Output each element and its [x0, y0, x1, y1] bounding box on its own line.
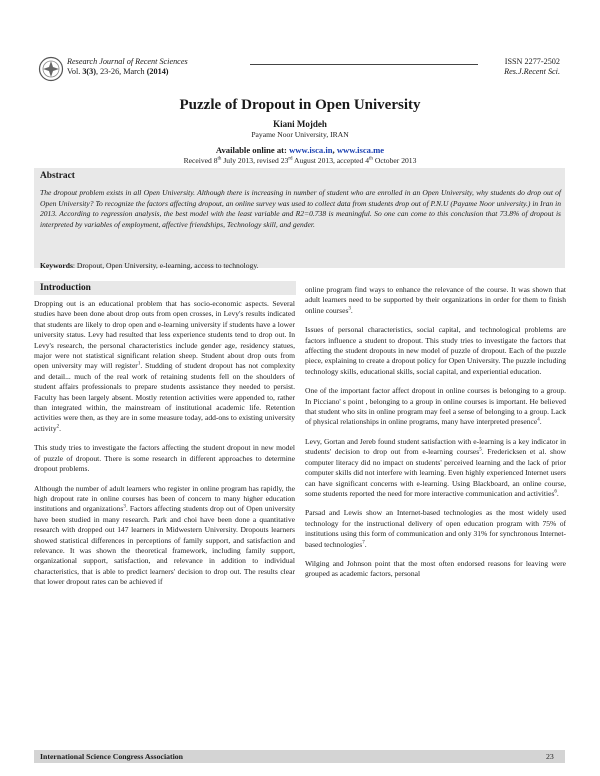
- ref-3b: 3: [348, 306, 351, 312]
- issn: ISSN 2277-2502: [504, 57, 560, 66]
- intro-paragraph-3: [34, 484, 295, 588]
- p3-text-a: Although the number of adult learners who register in online program has rapidly, the high dropout rate in online courses has been of concern to many higher education institutions and organizations: [34, 483, 295, 514]
- ref-1: 1: [137, 361, 141, 367]
- received-a-sup: th: [217, 156, 222, 162]
- r1-text-a: online program find ways to enhance the relevance of the course. It was shown that adult learners need to be supported by their organizations in order for them to finish online courses: [305, 285, 566, 315]
- isca-in-link[interactable]: www.isca.in: [289, 145, 333, 155]
- intro-paragraph-5: Issues of personal characteristics, social capital, and technological problems are factors influence a student to dropout. This study tries to investigate the factors that affecting the student dropouts in new model of puzzle of dropout. Each of the puzzle piece, explaining to create a dropout policy for Open University. The puzzle including technology skills, educational skills, social capital, and experiential education.: [305, 325, 566, 376]
- vol-number: 3(3): [82, 67, 96, 76]
- ref-6: 6: [554, 489, 557, 495]
- p1-text-a: Dropping out is an educational problem that has socio-economic aspects. Several studies have been done about drop outs from open crosses, in Levy's results indicated that students are likely to drop open and e-learning university if students have a lower university status. Levy had resulted that less experience students tend to drop out. In Levy's research, the personal characteristics include gender age, residency statues, major were not statistical significant relation sheep. Student about drop outs from open university may will register: [34, 299, 295, 371]
- abstract-heading: Abstract: [40, 171, 75, 181]
- ref-4: 4: [537, 417, 540, 423]
- intro-paragraph-9: Wilging and Johnson point that the most often endorsed reasons for leaving were grouped as academic factors, personal: [305, 558, 566, 579]
- ref-5: 5: [479, 447, 482, 453]
- intro-paragraph-1: [34, 299, 295, 434]
- year: (2014): [146, 67, 169, 76]
- keywords-line: [40, 261, 259, 270]
- received-c-sup: th: [369, 156, 373, 162]
- r3-text-a: One of the important factor affect dropout in online courses is belonging to a group. In Picciano' s point , belonging to a group in online courses is important. He believed that student who sits in online program may feel a sense of belonging to a group. Lack of physical relationships in online programs, many have interpreted presence: [305, 386, 566, 427]
- r4-text-c: .: [556, 488, 559, 498]
- p1-text-b: . Studding of student dropout has not complexity and detail... much of the real work of retaining students fell on the shoulders of student affairs professionals to prepare students assistance they needed to persist. Faculty has been largely absent. Mostly retention activities were appended to, rather than integrated within, the mainstream of institutional academic life. Retention activities were then, as they are in some measure today, add-ons to existing university activity: [34, 361, 296, 433]
- abstract-text: The dropout problem exists in all Open University. Although there is increasing in number of student who are enrolled in an Open University, why students do drop out of Open University? To recognize the factors affecting dropout, an online survey was used to collect data from students drop out of P.N.U (Payame Noor university.) in Iran in 2013. According to regression analysis, the best model with the least variable and R2=0.738 is meaningful. So one can come to this conclusion that 73.8% of dropout is interpreted by variables of employment, affective friendships, Technology skill, and gender.: [40, 188, 561, 229]
- volume-line: [67, 67, 188, 77]
- r5-text-a: Parsad and Lewis show an Internet-based technologies as the most widely used technology for the instructional delivery of open education program with 75% of institutions using this form of communication and only 31% for synchronous Internet-based technologies: [305, 508, 566, 549]
- available-online: [0, 145, 600, 155]
- introduction-heading: Introduction: [40, 283, 91, 293]
- r3-text-b: .: [539, 417, 542, 427]
- ref-7: 7: [362, 540, 365, 546]
- p1-text-c: .: [59, 423, 62, 433]
- pages-date: , 23-26, March: [95, 67, 147, 76]
- intro-paragraph-4: [305, 285, 566, 316]
- ref-3: 3: [123, 504, 126, 510]
- r4-text-a: Levy, Gortan and Jereb found student satisfaction with e-learning is a key indicator in students' decision to drop out from e-learning courses: [305, 436, 566, 457]
- received-b: July 2013, revised 23: [221, 156, 289, 165]
- ref-2: 2: [56, 424, 60, 430]
- received-b-sup: rd: [288, 156, 293, 162]
- journal-name: Research Journal of Recent Sciences: [67, 57, 188, 66]
- received-a: Received 8: [183, 156, 218, 165]
- p3-text-b: . Factors affecting students drop out of Open university have been studied in many research. Park and choi have been done a quantitative research with dropped out 147 learners in Midwestern University. Dropouts learners showed statistical differences in perceptions of family support, and satisfaction and relevance. It was shown the theoretical framework, including family support, organizational support, satisfaction, and relevance in addition to individual characteristics, that is able to predict learners' decision to drop out. The results clear that lower dropout rates can be achieved if: [34, 504, 295, 587]
- right-column: [305, 285, 566, 589]
- r1-text-b: .: [350, 305, 353, 315]
- footer-organization: International Science Congress Association: [40, 752, 184, 761]
- affiliation: Payame Noor University, IRAN: [251, 130, 349, 139]
- received-dates: [0, 156, 600, 165]
- keywords-text: : Dropout, Open University, e-learning, access to technology.: [72, 261, 259, 270]
- available-sep: ,: [332, 145, 337, 155]
- journal-abbrev: Res.J.Recent Sci.: [504, 67, 560, 76]
- page-number: 23: [546, 752, 554, 761]
- received-d: October 2013: [372, 156, 417, 165]
- intro-paragraph-8: [305, 508, 566, 550]
- journal-info: [67, 57, 188, 77]
- r4-text-b: . Fredericksen et al. show computer literacy did no impact on students' perceived learning and the lack of prior computer skills did not interfere with learning. Even highly experienced Internet users can have significant concerns with e-learning. Using Blackboard, an online course, some students reported the need for more interactive communication and activities: [305, 447, 566, 498]
- isca-me-link[interactable]: www.isca.me: [336, 145, 385, 155]
- r5-text-b: .: [364, 539, 367, 549]
- author-name: Kiani Mojdeh: [273, 119, 327, 129]
- issn-info: [504, 57, 560, 77]
- keywords-label: Keywords: [40, 261, 73, 270]
- received-c: August 2013, accepted 4: [292, 156, 370, 165]
- intro-paragraph-7: [305, 437, 566, 499]
- available-prefix: Available online at:: [215, 145, 290, 155]
- header-divider: [250, 64, 478, 65]
- journal-logo-icon: [38, 56, 64, 82]
- intro-paragraph-6: [305, 386, 566, 428]
- paper-title: Puzzle of Dropout in Open University: [179, 97, 421, 113]
- left-column: [34, 299, 295, 597]
- intro-paragraph-2: This study tries to investigate the factors affecting the student dropout in new model of puzzle of dropout. There is some research in different approaches to determine dropout problems.: [34, 443, 295, 474]
- vol-prefix: Vol.: [67, 67, 83, 76]
